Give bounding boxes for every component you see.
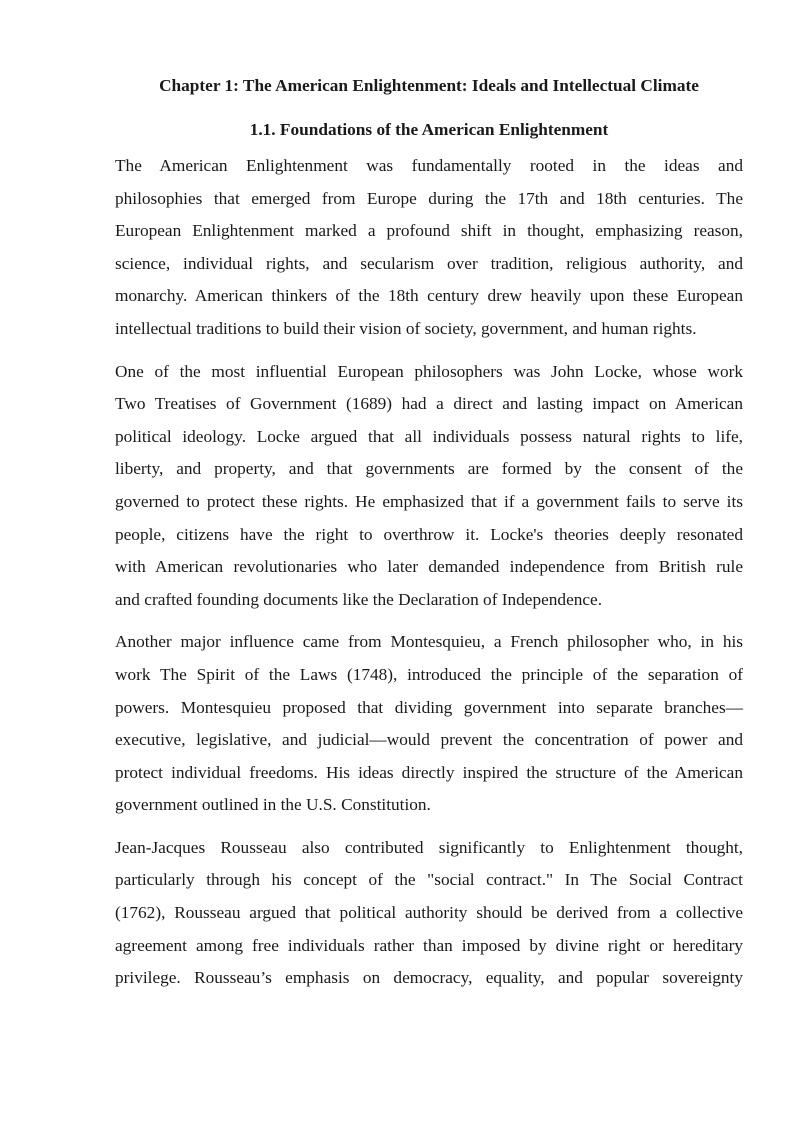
text-line: Another major influence came from Montesquieu, a French philosopher who, in his [115, 632, 743, 652]
page-content [115, 70, 743, 1005]
text-line: Jean-Jacques Rousseau also contributed significantly to Enlightenment thought, [115, 837, 743, 857]
text-line: Two Treatises of Government (1689) had a direct and lasting impact on American [115, 394, 743, 414]
text-line: monarchy. American thinkers of the 18th century drew heavily upon these European [115, 286, 743, 306]
text-line: government outlined in the U.S. Constitution. [115, 795, 431, 815]
text-line: European Enlightenment marked a profound shift in thought, emphasizing reason, [115, 221, 743, 241]
text-line: liberty, and property, and that governments are formed by the consent of the [115, 459, 743, 479]
text-line: philosophies that emerged from Europe during the 17th and 18th centuries. The [115, 188, 743, 208]
text-line: with American revolutionaries who later demanded independence from British rule [115, 557, 743, 577]
text-line: The American Enlightenment was fundamentally rooted in the ideas and [115, 156, 743, 175]
section-title: 1.1. Foundations of the American Enlightenment [249, 120, 609, 139]
text-line: protect individual freedoms. His ideas directly inspired the structure of the American [115, 762, 743, 782]
text-line: and crafted founding documents like the Declaration of Independence. [115, 589, 603, 609]
text-line: privilege. Rousseau’s emphasis on democracy, equality, and popular sovereignty [115, 968, 743, 988]
text-line: agreement among free individuals rather than imposed by divine right or hereditary [115, 935, 743, 955]
text-line: powers. Montesquieu proposed that dividing government into separate branches— [115, 697, 743, 717]
text-line: One of the most influential European philosophers was John Locke, whose work [115, 361, 743, 381]
text-line: intellectual traditions to build their vision of society, government, and human rights. [115, 318, 697, 338]
text-line: governed to protect these rights. He emphasized that if a government fails to serve its [115, 491, 743, 511]
text-line: (1762), Rousseau argued that political authority should be derived from a collective [115, 903, 743, 923]
paragraph-john-locke [115, 356, 743, 617]
text-line: political ideology. Locke argued that all individuals possess natural rights to life, [115, 426, 743, 446]
paragraph-montesquieu [115, 626, 743, 822]
text-line: science, individual rights, and secularism over tradition, religious authority, and [115, 253, 743, 273]
text-line: people, citizens have the right to overthrow it. Locke's theories deeply resonated [115, 524, 743, 544]
paragraph-enlightenment-roots [115, 150, 743, 346]
text-line: executive, legislative, and judicial—would prevent the concentration of power and [115, 730, 743, 750]
text-line: work The Spirit of the Laws (1748), introduced the principle of the separation of [115, 664, 743, 684]
chapter-title: Chapter 1: The American Enlightenment: Ideals and Intellectual Climate [159, 76, 699, 95]
text-line: particularly through his concept of the "social contract." In The Social Contract [115, 870, 743, 890]
paragraph-rousseau [115, 832, 743, 995]
